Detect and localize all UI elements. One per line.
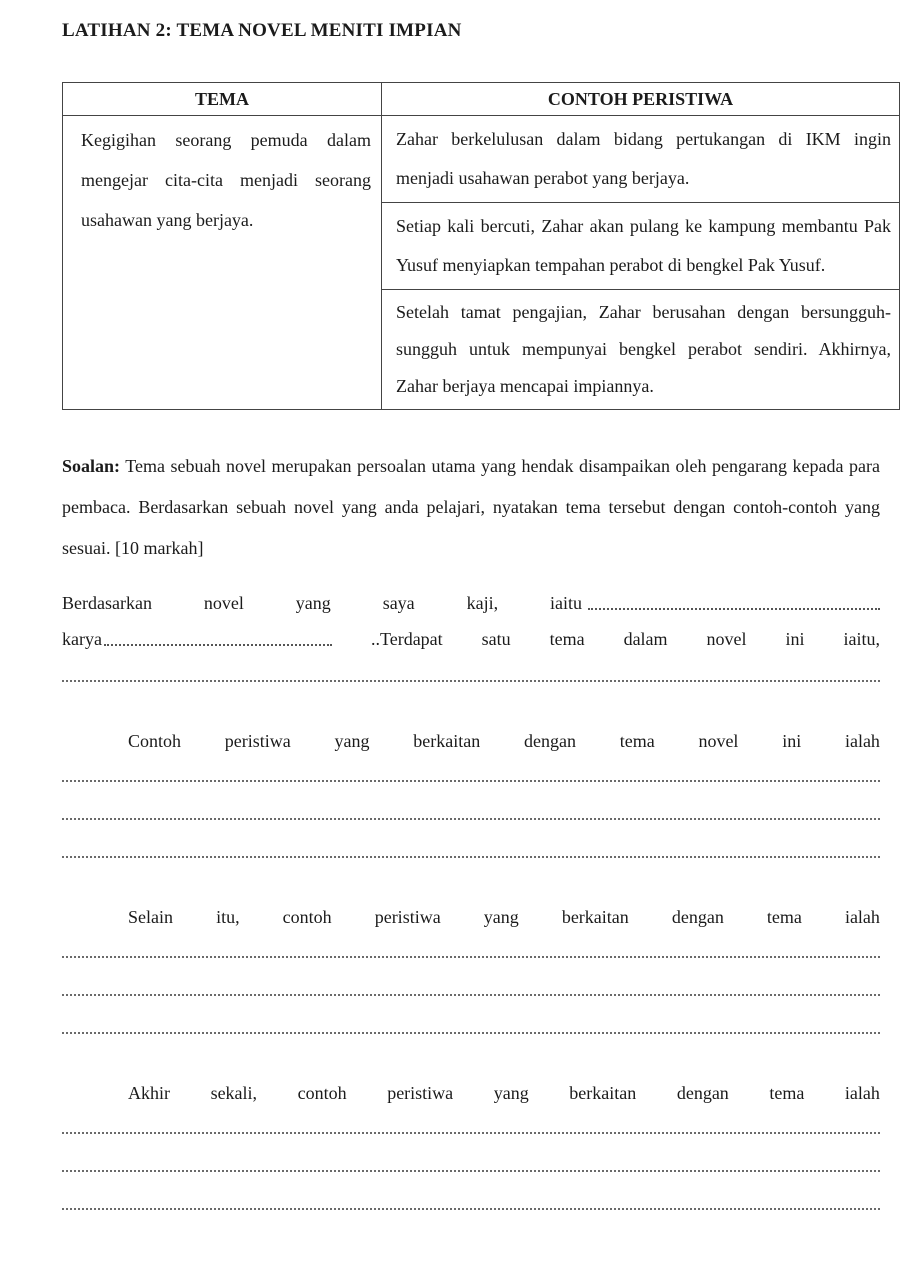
word: iaitu, (843, 629, 880, 649)
example-cell-2: Setiap kali bercuti, Zahar akan pulang ke kampung membantu Pak Yusuf menyiapkan tempahan perabot di bengkel Pak Yusuf. (382, 203, 900, 290)
word: Contoh (128, 731, 182, 751)
word: peristiwa (387, 1083, 454, 1103)
answer-blank-line[interactable] (62, 780, 880, 782)
word: dalam (623, 629, 668, 649)
answer-contoh-2-line (62, 904, 880, 930)
word: yang (295, 593, 331, 613)
word: peristiwa (224, 731, 291, 751)
word: berkaitan (561, 907, 629, 927)
word: novel (203, 593, 244, 613)
question-text: Tema sebuah novel merupakan persoalan utama yang hendak disampaikan oleh pengarang kepada para pembaca. Berdasarkan sebuah novel yang anda pelajari, nyatakan tema tersebut dengan contoh-contoh yang sesuai. [10 markah] (62, 456, 880, 558)
word: Berdasarkan (62, 593, 152, 613)
answer-intro-line-1 (62, 590, 880, 616)
question-label: Soalan: (62, 456, 121, 476)
answer-intro-line-2 (62, 626, 880, 652)
answer-blank-line[interactable] (62, 956, 880, 958)
word: contoh (282, 907, 332, 927)
word: satu (481, 629, 511, 649)
word: itu, (216, 907, 240, 927)
word: novel (698, 731, 739, 751)
word: peristiwa (374, 907, 441, 927)
word: novel (706, 629, 747, 649)
page-title: LATIHAN 2: TEMA NOVEL MENITI IMPIAN (62, 20, 462, 41)
novel-title-blank[interactable] (588, 607, 880, 610)
word: ialah (844, 1083, 880, 1103)
answer-blank-line[interactable] (62, 1170, 880, 1172)
word: tema (766, 907, 802, 927)
word: Akhir (128, 1083, 170, 1103)
answer-blank-line[interactable] (62, 1132, 880, 1134)
answer-blank-line[interactable] (62, 994, 880, 996)
answer-blank-line[interactable] (62, 1032, 880, 1034)
example-cell-1: Zahar berkelulusan dalam bidang pertukangan di IKM ingin menjadi usahawan perabot yang berjaya. (382, 116, 900, 203)
word: Selain (128, 907, 173, 927)
word: ini (785, 629, 805, 649)
word: ialah (844, 907, 880, 927)
tema-table (62, 82, 900, 410)
tema-cell: Kegigihan seorang pemuda dalam mengejar cita-cita menjadi seorang usahawan yang berjaya. (63, 116, 382, 410)
answer-blank-line[interactable] (62, 680, 880, 682)
table-header-row (63, 83, 900, 116)
header-tema: TEMA (63, 83, 382, 116)
example-cell-3: Setelah tamat pengajian, Zahar berusahan dengan bersungguh-sungguh untuk mempunyai bengkel perabot sendiri. Akhirnya, Zahar berjaya mencapai impiannya. (382, 290, 900, 410)
table-row (63, 116, 900, 203)
word: dengan (676, 1083, 729, 1103)
word: dengan (523, 731, 576, 751)
answer-contoh-1-line (62, 728, 880, 754)
answer-blank-line[interactable] (62, 818, 880, 820)
karya-blank (62, 626, 332, 652)
word: yang (493, 1083, 529, 1103)
word: tema (619, 731, 655, 751)
word: yang (483, 907, 519, 927)
word: berkaitan (569, 1083, 637, 1103)
answer-blank-line[interactable] (62, 856, 880, 858)
author-blank[interactable] (104, 643, 332, 646)
word: sekali, (210, 1083, 258, 1103)
word: yang (334, 731, 370, 751)
question-paragraph (62, 446, 880, 569)
answer-blank-line[interactable] (62, 1208, 880, 1210)
iaitu-blank (550, 590, 880, 616)
word: dengan (671, 907, 724, 927)
word: saya (382, 593, 415, 613)
header-contoh-peristiwa: CONTOH PERISTIWA (382, 83, 900, 116)
word: tema (549, 629, 585, 649)
word: kaji, (466, 593, 499, 613)
word: tema (769, 1083, 805, 1103)
word: berkaitan (413, 731, 481, 751)
word: ialah (844, 731, 880, 751)
word: ini (782, 731, 802, 751)
word: karya (62, 629, 102, 649)
answer-contoh-3-line (62, 1080, 880, 1106)
word: contoh (297, 1083, 347, 1103)
word: iaitu (549, 593, 582, 613)
word: ..Terdapat (370, 629, 443, 649)
